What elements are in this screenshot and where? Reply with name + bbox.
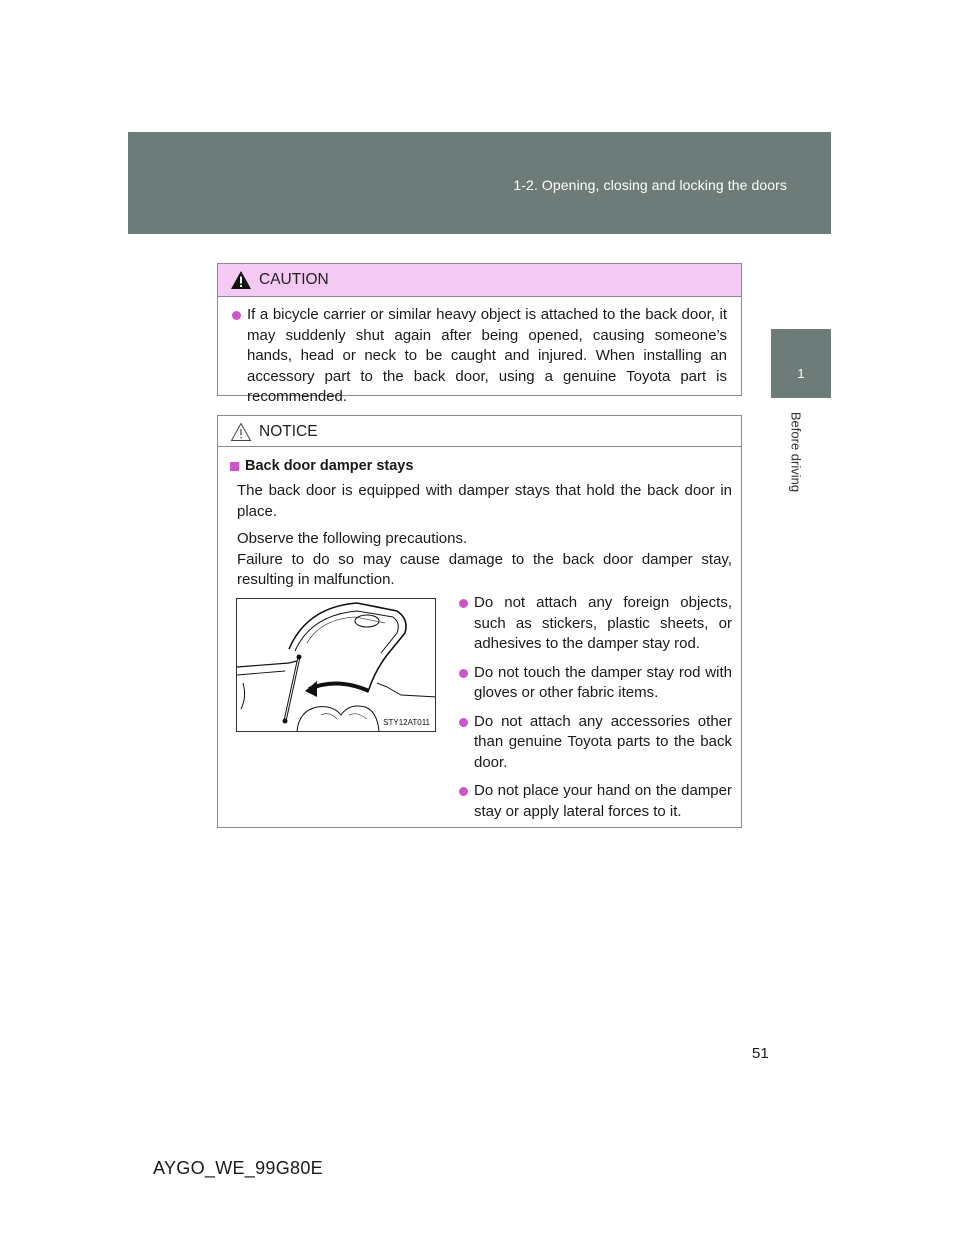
chapter-label-container xyxy=(786,406,806,498)
square-bullet-icon xyxy=(230,462,239,471)
bullet-icon xyxy=(232,311,241,320)
precaution-text: Do not attach any foreign objects, such as stickers, plastic sheets, or adhesives to the damper stay rod. xyxy=(474,594,732,652)
bullet-icon xyxy=(459,669,468,678)
caution-box xyxy=(217,263,742,405)
notice-triangle-icon xyxy=(230,422,252,442)
bullet-icon xyxy=(459,718,468,727)
precaution-text: Do not place your hand on the damper stay or apply lateral forces to it. xyxy=(474,782,732,820)
caution-list xyxy=(229,305,727,408)
figure-code: STY12AT011 xyxy=(383,718,430,727)
list-item xyxy=(456,663,732,704)
list-item xyxy=(456,781,732,822)
notice-paragraph-2-line-1: Observe the following precautions. xyxy=(237,530,468,547)
back-door-illustration xyxy=(236,598,436,732)
notice-title: NOTICE xyxy=(259,423,318,440)
page-number: 51 xyxy=(752,1045,769,1062)
notice-paragraph-2-line-2: Failure to do so may cause damage to the back door damper stay, resulting in malfunction. xyxy=(237,550,732,588)
notice-header xyxy=(218,416,741,447)
notice-body xyxy=(227,458,732,591)
precaution-text: Do not touch the damper stay rod with gloves or other fabric items. xyxy=(474,663,732,701)
chapter-tab xyxy=(771,329,831,398)
list-item xyxy=(456,712,732,774)
notice-subheading-text: Back door damper stays xyxy=(245,458,414,474)
document-code: AYGO_WE_99G80E xyxy=(153,1158,323,1178)
precaution-list xyxy=(456,593,732,822)
precaution-list-container xyxy=(456,593,732,830)
list-item xyxy=(456,593,732,655)
caution-title: CAUTION xyxy=(259,271,329,288)
notice-paragraph-2 xyxy=(237,529,732,591)
header-band xyxy=(128,132,831,234)
warning-triangle-icon xyxy=(230,270,252,290)
caution-header xyxy=(218,264,741,297)
section-title: 1-2. Opening, closing and locking the doors xyxy=(513,177,787,193)
bullet-icon xyxy=(459,787,468,796)
bullet-icon xyxy=(459,599,468,608)
caution-body xyxy=(229,305,727,416)
list-item xyxy=(229,305,727,408)
caution-item-text: If a bicycle carrier or similar heavy object is attached to the back door, it may suddenly shut again after being opened, causing someone’s hands, head or neck to be caught and injured. When installing an accessory part to the back door, using a genuine Toyota part is recommended. xyxy=(247,306,727,405)
chapter-number: 1 xyxy=(797,366,805,381)
back-door-drawing xyxy=(237,599,436,732)
chapter-label: Before driving xyxy=(788,411,804,493)
precaution-text: Do not attach any accessories other than genuine Toyota parts to the back door. xyxy=(474,712,732,771)
notice-subheading xyxy=(227,458,732,474)
notice-paragraph-1: The back door is equipped with damper stays that hold the back door in place. xyxy=(237,482,732,520)
